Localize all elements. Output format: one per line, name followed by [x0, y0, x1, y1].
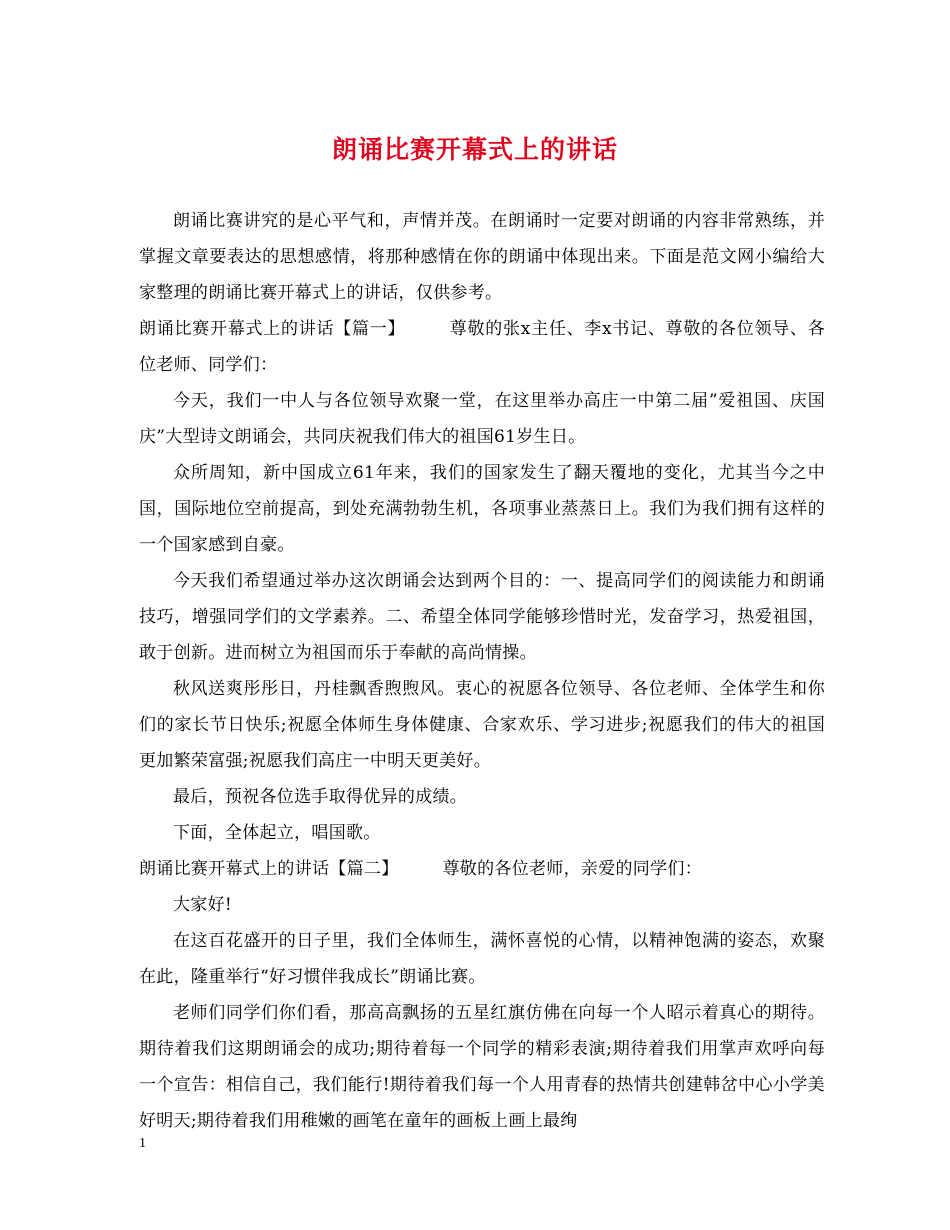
page-number: 1: [139, 1136, 146, 1151]
paragraph: 今天我们希望通过举办这次朗诵会达到两个目的：一、提高同学们的阅读能力和朗诵技巧，增强同学们的文学素养。二、希望全体同学能够珍惜时光，发奋学习，热爱祖国，敢于创新。进而树立为祖国而乐于奉献的高尚情操。: [139, 571, 825, 663]
document-title: 朗诵比赛开幕式上的讲话: [331, 135, 618, 164]
section-heading-1-label: 朗诵比赛开幕式上的讲话【篇一】: [139, 319, 406, 339]
paragraph: 众所周知，新中国成立61年来，我们的国家发生了翻天覆地的变化，尤其当今之中国，国际地位空前提高，到处充满勃勃生机，各项事业蒸蒸日上。我们为我们拥有这样的一个国家感到自豪。: [139, 463, 825, 555]
section-heading-2-salutation: 尊敬的各位老师，亲爱的同学们：: [442, 859, 702, 879]
paragraph: 下面，全体起立，唱国歌。: [173, 823, 381, 843]
paragraph: 秋风送爽彤彤日，丹桂飘香煦煦风。衷心的祝愿各位领导、各位老师、全体学生和你们的家长节日快乐;祝愿全体师生身体健康、合家欢乐、学习进步;祝愿我们的伟大的祖国更加繁荣富强;祝愿我们高庄一中明天更美好。: [139, 679, 825, 771]
section-heading-1: [139, 311, 825, 383]
paragraph: 今天，我们一中人与各位领导欢聚一堂，在这里举办高庄一中第二届”爱祖国、庆国庆”大型诗文朗诵会，共同庆祝我们伟大的祖国61岁生日。: [139, 391, 825, 447]
section-heading-1-salutation: 尊敬的张x主任、李x书记、尊敬的各位领导、各位老师、同学们：: [139, 319, 825, 375]
document-body: [139, 203, 825, 1139]
section-heading-2-label: 朗诵比赛开幕式上的讲话【篇二】: [139, 859, 399, 879]
paragraph-intro: 朗诵比赛讲究的是心平气和，声情并茂。在朗诵时一定要对朗诵的内容非常熟练，并掌握文章要表达的思想感情，将那种感情在你的朗诵中体现出来。下面是范文网小编给大家整理的朗诵比赛开幕式上的讲话，仅供参考。: [139, 211, 825, 303]
paragraph: 老师们同学们你们看，那高高飘扬的五星红旗仿佛在向每一个人昭示着真心的期待。期待着我们这期朗诵会的成功;期待着每一个同学的精彩表演;期待着我们用掌声欢呼向每一个宣告：相信自己，我们能行!期待着我们每一个人用青春的热情共创建韩岔中心小学美好明天;期待着我们用稚嫩的画笔在童年的画板上画上最绚: [139, 1003, 825, 1131]
paragraph: 在这百花盛开的日子里，我们全体师生，满怀喜悦的心情，以精神饱满的姿态，欢聚在此，隆重举行“好习惯伴我成长”朗诵比赛。: [139, 931, 825, 987]
paragraph: 大家好!: [173, 895, 233, 915]
paragraph: 最后，预祝各位选手取得优异的成绩。: [173, 787, 468, 807]
section-heading-2: [139, 851, 825, 887]
